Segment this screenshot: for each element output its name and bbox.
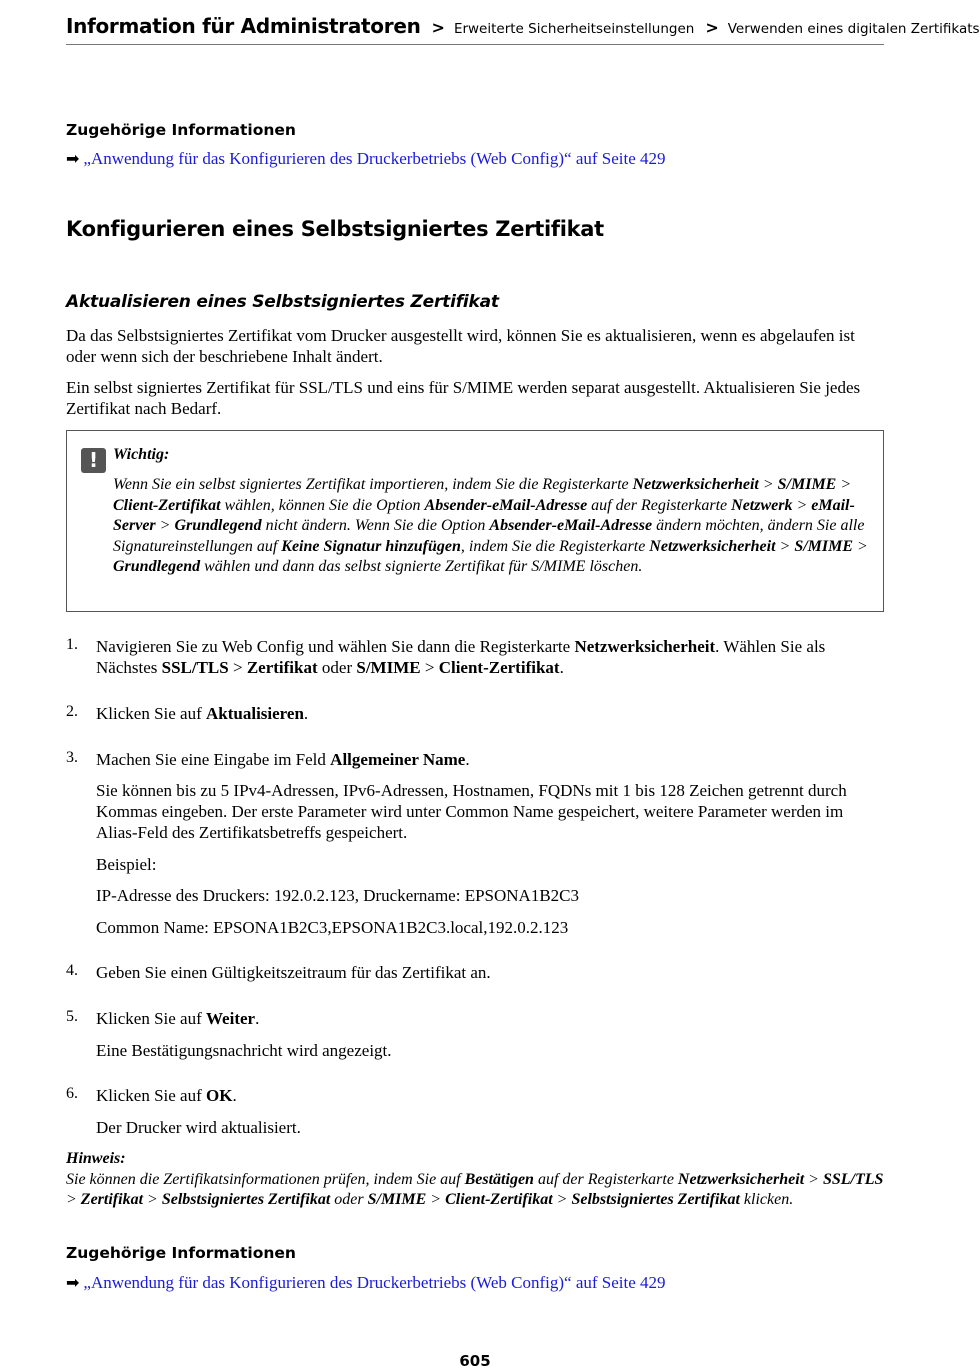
exclamation-icon: ! <box>81 448 106 473</box>
step-result: Der Drucker wird aktualisiert. <box>96 1118 301 1137</box>
example-line: Common Name: EPSONA1B2C3,EPSONA1B2C3.local,192.0.2.123 <box>96 918 569 937</box>
related-link-text[interactable]: „Anwendung für das Konfigurieren des Druckerbetriebs (Web Config)“ auf Seite 429 <box>83 149 666 168</box>
step-number: 2. <box>66 703 78 720</box>
related-link[interactable] <box>66 149 666 169</box>
step-number: 6. <box>66 1085 78 1102</box>
related-link-text[interactable]: „Anwendung für das Konfigurieren des Druckerbetriebs (Web Config)“ auf Seite 429 <box>83 1273 666 1292</box>
important-title: Wichtig: <box>113 446 170 463</box>
step-text: Klicken Sie auf Weiter. <box>96 1009 260 1028</box>
page-number: 605 <box>459 1352 491 1370</box>
step-number: 4. <box>66 962 78 979</box>
example-line: IP-Adresse des Druckers: 192.0.2.123, Druckername: EPSONA1B2C3 <box>96 886 580 905</box>
intro-paragraph: Ein selbst signiertes Zertifikat für SSL/TLS und eins für S/MIME werden separat ausgestellt. Aktualisieren Sie jedes Zertifikat nach Bedarf. <box>66 378 861 418</box>
important-box <box>66 430 884 612</box>
breadcrumb-separator: > <box>705 18 719 37</box>
example-label: Beispiel: <box>96 855 157 874</box>
step-text: Machen Sie eine Eingabe im Feld Allgemeiner Name. <box>96 750 470 769</box>
step-number: 1. <box>66 636 78 653</box>
step-detail: Sie können bis zu 5 IPv4-Adressen, IPv6-Adressen, Hostnamen, FQDNs mit 1 bis 128 Zeichen getrennt durch Kommas eingeben. Der erste Parameter wird unter Common Name gespeichert, weitere Parameter werden im Alias-Feld des Zertifikatsbetreffs gespeichert. <box>96 781 847 842</box>
breadcrumb <box>66 14 980 45</box>
step-number: 5. <box>66 1008 78 1025</box>
breadcrumb-item[interactable]: Erweiterte Sicherheitseinstellungen <box>453 21 695 37</box>
note-block <box>66 1149 886 1211</box>
chapter-title: Information für Administratoren <box>66 14 421 38</box>
important-text: Wenn Sie ein selbst signiertes Zertifikat importieren, indem Sie die Registerkarte Netzwerksicherheit > S/MIME > Client-Zertifikat wählen, können Sie die Option Absender-eMail-Adresse auf der Registerkarte Netzwerk > eMail-Server > Grundlegend nicht ändern. Wenn Sie die Option Absender-eMail-Adresse ändern möchten, ändern Sie alle Signatureinstellungen auf Keine Signatur hinzufügen, indem Sie die Registerkarte Netzwerksicherheit > S/MIME > Grundlegend wählen und dann das selbst signierte Zertifikat für S/MIME löschen. <box>113 476 868 576</box>
step-text: Klicken Sie auf OK. <box>96 1086 237 1105</box>
arrow-right-icon: ➡ <box>66 149 80 168</box>
breadcrumb-item[interactable]: Verwenden eines digitalen Zertifikats <box>727 21 980 37</box>
note-title: Hinweis: <box>66 1150 126 1167</box>
step-text: Geben Sie einen Gültigkeitszeitraum für das Zertifikat an. <box>96 963 491 982</box>
step-text: Klicken Sie auf Aktualisieren. <box>96 704 309 723</box>
step-text: Navigieren Sie zu Web Config und wählen Sie dann die Registerkarte Netzwerksicherheit. Wählen Sie als Nächstes SSL/TLS > Zertifikat oder S/MIME > Client-Zertifikat. <box>96 637 826 677</box>
step-number: 3. <box>66 749 78 766</box>
breadcrumb-separator: > <box>431 18 445 37</box>
subsection-title: Aktualisieren eines Selbstsigniertes Zertifikat <box>66 292 499 312</box>
step-result: Eine Bestätigungsnachricht wird angezeigt. <box>96 1041 392 1060</box>
section-title: Konfigurieren eines Selbstsigniertes Zertifikat <box>66 217 604 241</box>
related-info-heading: Zugehörige Informationen <box>66 1244 296 1262</box>
note-text: Sie können die Zertifikatsinformationen prüfen, indem Sie auf Bestätigen auf der Registerkarte Netzwerksicherheit > SSL/TLS > Zertifikat > Selbstsigniertes Zertifikat oder S/MIME > Client-Zertifikat > Selbstsigniertes Zertifikat klicken. <box>66 1170 884 1209</box>
arrow-right-icon: ➡ <box>66 1273 80 1292</box>
intro-paragraph: Da das Selbstsigniertes Zertifikat vom Drucker ausgestellt wird, können Sie es aktualisieren, wenn es abgelaufen ist oder wenn sich der beschriebene Inhalt ändert. <box>66 326 855 366</box>
related-link[interactable] <box>66 1273 666 1293</box>
related-info-heading: Zugehörige Informationen <box>66 121 296 139</box>
